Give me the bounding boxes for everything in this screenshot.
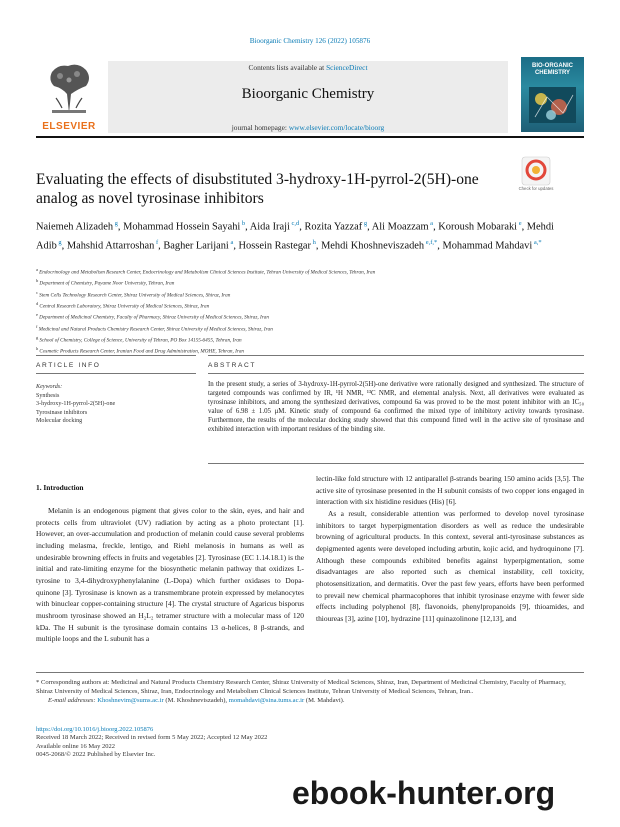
author-affiliation-marker[interactable]: a — [228, 238, 234, 246]
footnote — [36, 678, 584, 705]
available-online: Available online 16 May 2022 — [36, 742, 115, 750]
author-name[interactable]: Aida Iraji — [249, 221, 290, 233]
right-paragraph-2: As a result, considerable attention was performed to develop novel tyrosinase inhibitors to target hyperpigmentation disorders as well as reduce the undesirable browning of agricultural products. In this context, several anti-tyrosinase substances as depigmented agents were developed including arbutin, kojic acid, and hydroquinone [7]. Although these compounds exhibited benefits against hyperpigmentation, some disadvantages are also reported such as chemical instability, cell toxicity, photosensitization, and dermatitis. Over the past few years, efforts have been performed to prevail new chemical pharmacophores that inhibit tyrosinase enzyme with fewer side effects including polyphenol [8], flavonoids, phenylpropanoids [9], thioamides, and thioureas [3], azine [10], hydrazine [11] quinazolinone [12,13], and — [316, 508, 584, 623]
article-title: Evaluating the effects of disubstituted 3-hydroxy-1H-pyrrol-2(5H)-one analog as novel tyrosinase inhibitors — [36, 171, 479, 207]
affiliation-text: Department of Medicinal Chemistry, Faculty of Pharmacy, Shiraz University of Medical Sciences, Shiraz, Iran — [39, 315, 269, 322]
abstract-heading: ABSTRACT — [208, 362, 256, 369]
keyword-item: 3-hydroxy-1H-pyrrol-2(5H)-one — [36, 401, 116, 407]
author-affiliation-marker[interactable]: g — [362, 220, 368, 227]
affiliation-key: c — [36, 289, 40, 295]
affiliation-item — [36, 311, 584, 322]
author-name[interactable]: Koroush Mobaraki — [438, 221, 518, 233]
author-list: Naiemeh Alizadeh $^g$, Mohammad Hossein Sayahi $^b$, Aida Iraji $^{c,d}$, Rozita Yazzaf $^g$, Ali Moazzam $^a$, Koroush Mobaraki $^e$, Mehdi Adib $^g$, Mahshid Attarroshan $^f$, Bagher Larijani $^a$, Hossein Rastegar $^h$, Mehdi Khoshneviszadeh $^{e,f,*}$, Mohammad Mahdavi $^{a,*}$ — [36, 220, 554, 252]
affiliation-text: Stem Cells Technology Research Center, Shiraz University of Medical Sciences, Shiraz, Iran — [39, 292, 231, 299]
author-affiliation-marker[interactable]: f — [154, 238, 159, 246]
keywords-block — [36, 383, 196, 426]
author-name[interactable]: Mehdi Khoshneviszadeh — [321, 240, 425, 252]
check-for-updates-label[interactable]: Check for updates — [518, 186, 554, 191]
affiliation-text: Central Research Laboratory, Shiraz University of Medical Sciences, Shiraz, Iran — [39, 303, 210, 310]
article-metadata — [36, 726, 584, 760]
author-name[interactable]: Naiemeh Alizadeh — [36, 221, 114, 233]
affiliation-text: Department of Chemistry, Payame Noor University, Tehran, Iran — [39, 281, 175, 288]
author-affiliation-marker[interactable]: c,d — [289, 220, 300, 227]
author-affiliation-marker[interactable]: h — [310, 238, 316, 246]
check-for-updates-icon[interactable] — [521, 156, 551, 186]
keyword-item: Synthesis — [36, 392, 60, 399]
author-affiliation-marker[interactable]: b — [240, 220, 246, 227]
email-link-1[interactable]: Khoshnevim@sums.ac.ir — [97, 697, 164, 704]
contents-line — [108, 63, 508, 72]
article-info-heading: ARTICLE INFO — [36, 362, 101, 369]
corresponding-authors-note: * Corresponding authors at: Medicinal and Natural Products Chemistry Research Center, Shiraz University of Medical Sciences, Shiraz, Iran, Department of Medicinal Chemistry, Faculty of Pharmacy, Shiraz University of Medical Sciences, Shiraz, Iran, Endocrinology and Metabolism Clinical Sciences Institute, Tehran University of Medical Sciences, Tehran, Iran.. — [36, 679, 566, 695]
journal-homepage — [108, 123, 508, 132]
author-affiliation-marker[interactable]: e,f,* — [424, 238, 438, 246]
journal-cover[interactable] — [521, 57, 584, 132]
affiliation-text: Medicinal and Natural Products Chemistry Research Center, Shiraz University of Medical Sciences, Shiraz, Iran — [38, 326, 273, 333]
abstract-bottom-rule — [208, 463, 584, 464]
doi-link[interactable]: https://doi.org/10.1016/j.bioorg.2022.105876 — [36, 726, 154, 733]
author-name[interactable]: Mohammad Mahdavi — [442, 240, 533, 252]
sciencedirect-link[interactable]: ScienceDirect — [326, 63, 368, 72]
article-info-subrule — [36, 373, 196, 374]
header-rule — [36, 136, 584, 138]
author-affiliation-marker[interactable]: a,* — [532, 238, 542, 246]
email-label: E-mail addresses: — [48, 697, 98, 704]
left-column — [36, 505, 304, 645]
author-name[interactable]: Ali Moazzam — [371, 221, 429, 233]
article-info-rule — [36, 355, 196, 356]
watermark-text: ebook-hunter.org — [292, 775, 556, 811]
author-name[interactable]: Mohammad Hossein Sayahi — [123, 221, 241, 233]
author-name[interactable]: Mehdi Adib — [36, 221, 554, 252]
keywords-list — [36, 392, 196, 426]
email-link-2[interactable]: momahdavi@sina.tums.ac.ir — [228, 697, 305, 704]
author-name[interactable]: Hossein Rastegar — [238, 240, 311, 252]
affiliation-key: b — [36, 278, 40, 284]
email-note-2: (M. Mahdavi). — [304, 697, 345, 704]
affiliation-text: School of Chemistry, College of Science, University of Tehran, PO Box 14155-6455, Tehran, Iran — [39, 337, 242, 344]
affiliation-key: g — [36, 334, 40, 340]
affiliation-text: Cosmetic Products Research Center, Iranian Food and Drug Administration, MOHE, Tehran, Iran — [39, 349, 245, 356]
cover-molecule-image — [529, 87, 576, 123]
keyword-item: Tyrosinase inhibitors — [36, 409, 88, 416]
affiliation-item — [36, 323, 584, 334]
affiliation-item — [36, 289, 584, 300]
keywords-label: Keywords: — [36, 384, 63, 390]
affiliation-item — [36, 277, 584, 288]
affiliation-key: a — [36, 267, 40, 272]
received-dates: Received 18 March 2022; Received in revised form 5 May 2022; Accepted 12 May 2022 — [36, 734, 268, 742]
right-paragraph-1: lectin-like fold structure with 12 antiparallel β-strands bearing 150 amino acids [3,5]. The active site of tyrosinase presented in the H subunit consists of two copper ions engaged in interaction with six histidine residues (His) [6]. — [316, 474, 584, 507]
left-paragraph: Melanin is an endogenous pigment that gives color to the skin, eyes, and hair and protects cells from ultraviolet (UV) radiation by acting as a photo protectant [1]. However, an over-accumulation and production of melanin could cause several problems including melasma, freckle, lentigo, and Riehl melanosis in humans as well as undesirable browning effects in fruits and vegetables [2]. Tyrosinase (EC 1.14.18.1) is the initial and rate-limiting enzyme for the biosynthetic melanin pathway that oxidizes L-tyrosine to 3,4-dihydroxyphenylalanine (L-Dopa) which further oxidases to Dopa-quinone [3]. Tyrosinase is known as a transmembrane protein expressed by melanocytes with binuclear copper-containing structure [4]. The crystal structure of Agaricus bisporus mushroom tyrosinase showed an H₂L₂ tetramer structure with a molecular mass of 120 kDa. The H subunit is the tyrosinase domain contains 13 α-helices, 8 β-strands, and multiple loops and the L subunit has a — [36, 506, 304, 644]
abstract-subrule — [208, 373, 584, 374]
homepage-link[interactable]: www.elsevier.com/locate/bioorg — [288, 123, 385, 132]
affiliation-item — [36, 334, 584, 345]
homepage-prefix: journal homepage: — [231, 123, 289, 132]
abstract-rule — [208, 355, 584, 356]
author-affiliation-marker[interactable]: a — [428, 220, 434, 227]
right-column — [316, 473, 584, 625]
publisher-name: ELSEVIER — [42, 121, 96, 132]
author-affiliation-marker[interactable]: e — [517, 220, 522, 227]
author-affiliation-marker[interactable]: g — [56, 238, 62, 246]
keyword-item: Molecular docking — [36, 418, 83, 424]
affiliation-list — [36, 266, 584, 357]
email-note-1: (M. Khoshneviszadeh), — [163, 697, 229, 704]
affiliation-key: e — [36, 312, 40, 318]
affiliation-text: Endocrinology and Metabolism Research Center, Endocrinology and Metabolism Clinical Sciences Institute, Tehran University of Medical Sciences, Tehran, Iran — [39, 269, 376, 276]
affiliation-key: f — [36, 323, 39, 329]
affiliation-item — [36, 300, 584, 311]
contents-prefix: Contents lists available at — [248, 63, 327, 72]
introduction-heading: 1. Introduction — [36, 483, 84, 492]
email-line — [36, 696, 584, 705]
journal-reference[interactable]: Bioorganic Chemistry 126 (2022) 105876 — [249, 37, 371, 45]
author-affiliation-marker[interactable]: g — [113, 220, 118, 227]
affiliation-item — [36, 266, 584, 277]
copyright: 0045-2068/© 2022 Published by Elsevier Inc. — [36, 751, 156, 759]
author-name[interactable]: Bagher Larijani — [163, 240, 229, 252]
footnote-rule — [36, 672, 584, 673]
cover-title: BIO-ORGANIC CHEMISTRY — [532, 63, 573, 76]
elsevier-tree-logo — [44, 58, 94, 116]
affiliation-key: d — [36, 300, 40, 306]
affiliation-key: h — [36, 346, 40, 352]
author-name[interactable]: Mahshid Attarroshan — [66, 240, 155, 252]
abstract-text: In the present study, a series of 3-hydroxy-1H-pyrrol-2(5H)-one derivative were rationally designed and synthesized. The structure of targeted compounds was confirmed by IR, ¹H NMR, ¹³C NMR, and elemental analysis. Next, all derivatives were evaluated as tyrosinase inhibitors, and among the synthesized derivatives, compound 6a was proved to be the most potent inhibitor with an IC₅₀ value of 6.98 ± 1.05 μM. Kinetic study of compound 6a confirmed the mixed type of inhibitory activity towards tyrosinase. Furthermore, the results of the molecular docking study showed that this compound fitted well in the active site of tyrosinase and exhibited interaction with important residues of the binding site. — [208, 381, 584, 434]
author-name[interactable]: Rozita Yazzaf — [304, 221, 363, 233]
journal-name: Bioorganic Chemistry — [241, 86, 375, 102]
